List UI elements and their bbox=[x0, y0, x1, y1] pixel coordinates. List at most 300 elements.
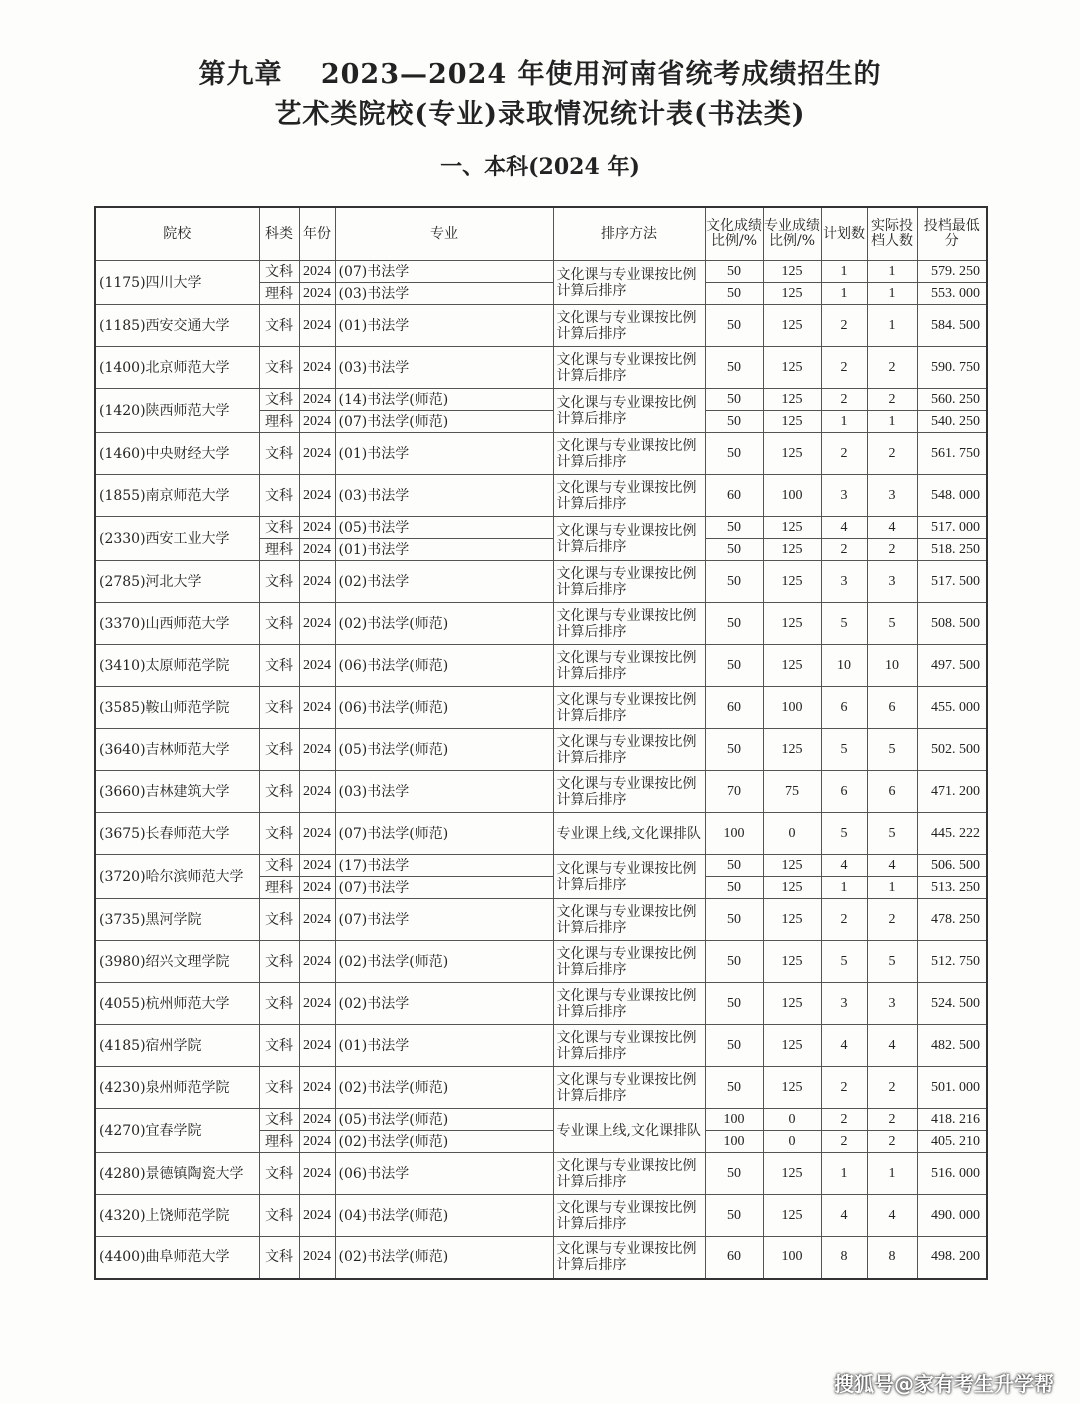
cell-school: (4185)宿州学院 bbox=[95, 1025, 259, 1067]
cell-actual: 4 bbox=[867, 1195, 917, 1237]
cell-culture-ratio: 50 bbox=[705, 645, 763, 687]
cell-plan: 5 bbox=[821, 813, 867, 855]
cell-year: 2024 bbox=[299, 389, 335, 411]
cell-year: 2024 bbox=[299, 645, 335, 687]
cell-plan: 6 bbox=[821, 771, 867, 813]
cell-major: (02)书法学 bbox=[335, 983, 553, 1025]
cell-year: 2024 bbox=[299, 771, 335, 813]
cell-min-score: 517. 000 bbox=[917, 517, 987, 539]
cell-prof-ratio: 125 bbox=[763, 539, 821, 561]
cell-min-score: 512. 750 bbox=[917, 941, 987, 983]
cell-plan: 1 bbox=[821, 261, 867, 283]
cell-major: (06)书法学 bbox=[335, 1153, 553, 1195]
cell-actual: 1 bbox=[867, 877, 917, 899]
header-plan: 计划数 bbox=[821, 207, 867, 261]
table-body bbox=[95, 261, 987, 1279]
cell-sort: 文化课与专业课按比例计算后排序 bbox=[553, 1025, 705, 1067]
cell-sort: 文化课与专业课按比例计算后排序 bbox=[553, 1237, 705, 1279]
cell-plan: 1 bbox=[821, 1153, 867, 1195]
cell-min-score: 540. 250 bbox=[917, 411, 987, 433]
cell-year: 2024 bbox=[299, 1195, 335, 1237]
cell-culture-ratio: 50 bbox=[705, 539, 763, 561]
cell-prof-ratio: 125 bbox=[763, 729, 821, 771]
cell-plan: 6 bbox=[821, 687, 867, 729]
cell-year: 2024 bbox=[299, 305, 335, 347]
cell-type: 文科 bbox=[259, 389, 299, 411]
cell-type: 文科 bbox=[259, 603, 299, 645]
cell-prof-ratio: 125 bbox=[763, 561, 821, 603]
cell-year: 2024 bbox=[299, 687, 335, 729]
cell-prof-ratio: 100 bbox=[763, 475, 821, 517]
cell-school: (2330)西安工业大学 bbox=[95, 517, 259, 561]
cell-culture-ratio: 100 bbox=[705, 1131, 763, 1153]
cell-type: 理科 bbox=[259, 1131, 299, 1153]
cell-type: 文科 bbox=[259, 1153, 299, 1195]
cell-plan: 2 bbox=[821, 1109, 867, 1131]
cell-school: (1855)南京师范大学 bbox=[95, 475, 259, 517]
cell-culture-ratio: 100 bbox=[705, 1109, 763, 1131]
cell-culture-ratio: 50 bbox=[705, 855, 763, 877]
cell-prof-ratio: 125 bbox=[763, 1067, 821, 1109]
table-row bbox=[95, 347, 987, 389]
cell-min-score: 561. 750 bbox=[917, 433, 987, 475]
cell-actual: 2 bbox=[867, 389, 917, 411]
cell-sort: 文化课与专业课按比例计算后排序 bbox=[553, 941, 705, 983]
cell-actual: 4 bbox=[867, 517, 917, 539]
cell-year: 2024 bbox=[299, 1067, 335, 1109]
cell-sort: 文化课与专业课按比例计算后排序 bbox=[553, 899, 705, 941]
cell-type: 文科 bbox=[259, 1025, 299, 1067]
cell-sort: 文化课与专业课按比例计算后排序 bbox=[553, 561, 705, 603]
cell-actual: 2 bbox=[867, 1131, 917, 1153]
cell-plan: 1 bbox=[821, 877, 867, 899]
cell-major: (01)书法学 bbox=[335, 539, 553, 561]
cell-actual: 5 bbox=[867, 941, 917, 983]
cell-culture-ratio: 60 bbox=[705, 1237, 763, 1279]
table-row bbox=[95, 1067, 987, 1109]
cell-min-score: 516. 000 bbox=[917, 1153, 987, 1195]
cell-major: (02)书法学(师范) bbox=[335, 603, 553, 645]
table-row bbox=[95, 1153, 987, 1195]
cell-prof-ratio: 125 bbox=[763, 1195, 821, 1237]
cell-major: (03)书法学 bbox=[335, 771, 553, 813]
cell-actual: 1 bbox=[867, 283, 917, 305]
cell-plan: 3 bbox=[821, 475, 867, 517]
cell-actual: 2 bbox=[867, 539, 917, 561]
cell-prof-ratio: 125 bbox=[763, 855, 821, 877]
cell-actual: 5 bbox=[867, 603, 917, 645]
cell-prof-ratio: 125 bbox=[763, 261, 821, 283]
cell-prof-ratio: 125 bbox=[763, 603, 821, 645]
cell-culture-ratio: 50 bbox=[705, 1153, 763, 1195]
cell-plan: 2 bbox=[821, 899, 867, 941]
cell-plan: 2 bbox=[821, 1067, 867, 1109]
cell-year: 2024 bbox=[299, 561, 335, 603]
header-prof-ratio: 专业成绩比例/% bbox=[763, 207, 821, 261]
cell-school: (3675)长春师范大学 bbox=[95, 813, 259, 855]
cell-type: 文科 bbox=[259, 1195, 299, 1237]
cell-sort: 文化课与专业课按比例计算后排序 bbox=[553, 517, 705, 561]
cell-culture-ratio: 50 bbox=[705, 433, 763, 475]
cell-min-score: 506. 500 bbox=[917, 855, 987, 877]
cell-plan: 2 bbox=[821, 1131, 867, 1153]
cell-type: 文科 bbox=[259, 645, 299, 687]
cell-min-score: 471. 200 bbox=[917, 771, 987, 813]
cell-sort: 文化课与专业课按比例计算后排序 bbox=[553, 475, 705, 517]
table-row bbox=[95, 305, 987, 347]
cell-major: (01)书法学 bbox=[335, 1025, 553, 1067]
cell-plan: 4 bbox=[821, 855, 867, 877]
table-row bbox=[95, 389, 987, 411]
cell-year: 2024 bbox=[299, 983, 335, 1025]
table-row bbox=[95, 561, 987, 603]
cell-min-score: 590. 750 bbox=[917, 347, 987, 389]
cell-major: (06)书法学(师范) bbox=[335, 645, 553, 687]
cell-actual: 2 bbox=[867, 347, 917, 389]
cell-school: (3735)黑河学院 bbox=[95, 899, 259, 941]
cell-school: (4055)杭州师范大学 bbox=[95, 983, 259, 1025]
cell-type: 文科 bbox=[259, 855, 299, 877]
header-school: 院校 bbox=[95, 207, 259, 261]
cell-actual: 2 bbox=[867, 1067, 917, 1109]
cell-prof-ratio: 125 bbox=[763, 347, 821, 389]
cell-prof-ratio: 125 bbox=[763, 517, 821, 539]
cell-year: 2024 bbox=[299, 283, 335, 305]
cell-type: 理科 bbox=[259, 877, 299, 899]
cell-prof-ratio: 125 bbox=[763, 283, 821, 305]
cell-sort: 文化课与专业课按比例计算后排序 bbox=[553, 1153, 705, 1195]
cell-prof-ratio: 125 bbox=[763, 1025, 821, 1067]
cell-prof-ratio: 125 bbox=[763, 877, 821, 899]
cell-plan: 4 bbox=[821, 1195, 867, 1237]
cell-culture-ratio: 100 bbox=[705, 813, 763, 855]
cell-prof-ratio: 0 bbox=[763, 1131, 821, 1153]
cell-major: (02)书法学(师范) bbox=[335, 1067, 553, 1109]
cell-major: (02)书法学(师范) bbox=[335, 941, 553, 983]
cell-year: 2024 bbox=[299, 1109, 335, 1131]
header-min-score: 投档最低分 bbox=[917, 207, 987, 261]
cell-school: (3980)绍兴文理学院 bbox=[95, 941, 259, 983]
cell-plan: 4 bbox=[821, 517, 867, 539]
cell-culture-ratio: 50 bbox=[705, 517, 763, 539]
cell-type: 文科 bbox=[259, 347, 299, 389]
cell-year: 2024 bbox=[299, 877, 335, 899]
table-row bbox=[95, 433, 987, 475]
cell-min-score: 497. 500 bbox=[917, 645, 987, 687]
cell-culture-ratio: 60 bbox=[705, 475, 763, 517]
cell-school: (4400)曲阜师范大学 bbox=[95, 1237, 259, 1279]
cell-major: (07)书法学 bbox=[335, 899, 553, 941]
cell-major: (07)书法学 bbox=[335, 261, 553, 283]
cell-school: (2785)河北大学 bbox=[95, 561, 259, 603]
cell-sort: 文化课与专业课按比例计算后排序 bbox=[553, 261, 705, 305]
table-row bbox=[95, 261, 987, 283]
cell-major: (01)书法学 bbox=[335, 305, 553, 347]
cell-culture-ratio: 70 bbox=[705, 771, 763, 813]
table-row bbox=[95, 475, 987, 517]
cell-type: 理科 bbox=[259, 411, 299, 433]
cell-plan: 5 bbox=[821, 941, 867, 983]
table-row bbox=[95, 517, 987, 539]
cell-plan: 5 bbox=[821, 729, 867, 771]
cell-actual: 1 bbox=[867, 261, 917, 283]
header-year: 年份 bbox=[299, 207, 335, 261]
cell-culture-ratio: 50 bbox=[705, 877, 763, 899]
cell-type: 文科 bbox=[259, 433, 299, 475]
table-row bbox=[95, 855, 987, 877]
cell-type: 文科 bbox=[259, 517, 299, 539]
cell-sort: 文化课与专业课按比例计算后排序 bbox=[553, 687, 705, 729]
cell-culture-ratio: 50 bbox=[705, 389, 763, 411]
cell-year: 2024 bbox=[299, 855, 335, 877]
cell-min-score: 584. 500 bbox=[917, 305, 987, 347]
cell-school: (3370)山西师范大学 bbox=[95, 603, 259, 645]
table-row bbox=[95, 1025, 987, 1067]
cell-culture-ratio: 50 bbox=[705, 1025, 763, 1067]
cell-major: (03)书法学 bbox=[335, 347, 553, 389]
cell-year: 2024 bbox=[299, 603, 335, 645]
cell-plan: 3 bbox=[821, 983, 867, 1025]
cell-culture-ratio: 50 bbox=[705, 561, 763, 603]
cell-sort: 文化课与专业课按比例计算后排序 bbox=[553, 771, 705, 813]
cell-type: 文科 bbox=[259, 1067, 299, 1109]
cell-plan: 2 bbox=[821, 539, 867, 561]
cell-school: (3720)哈尔滨师范大学 bbox=[95, 855, 259, 899]
cell-plan: 3 bbox=[821, 561, 867, 603]
cell-year: 2024 bbox=[299, 813, 335, 855]
cell-type: 文科 bbox=[259, 941, 299, 983]
cell-prof-ratio: 100 bbox=[763, 687, 821, 729]
cell-sort: 专业课上线,文化课排队 bbox=[553, 1109, 705, 1153]
cell-sort: 文化课与专业课按比例计算后排序 bbox=[553, 305, 705, 347]
table-row bbox=[95, 983, 987, 1025]
cell-min-score: 418. 216 bbox=[917, 1109, 987, 1131]
cell-prof-ratio: 0 bbox=[763, 813, 821, 855]
cell-culture-ratio: 50 bbox=[705, 347, 763, 389]
watermark-text: 搜狐号@家有考生升学帮 bbox=[834, 1372, 1054, 1396]
cell-min-score: 498. 200 bbox=[917, 1237, 987, 1279]
cell-sort: 文化课与专业课按比例计算后排序 bbox=[553, 603, 705, 645]
cell-sort: 文化课与专业课按比例计算后排序 bbox=[553, 983, 705, 1025]
table-row bbox=[95, 813, 987, 855]
cell-major: (02)书法学(师范) bbox=[335, 1131, 553, 1153]
cell-actual: 4 bbox=[867, 855, 917, 877]
header-sort: 排序方法 bbox=[553, 207, 705, 261]
cell-min-score: 513. 250 bbox=[917, 877, 987, 899]
header-culture-ratio: 文化成绩比例/% bbox=[705, 207, 763, 261]
cell-min-score: 560. 250 bbox=[917, 389, 987, 411]
table-row bbox=[95, 771, 987, 813]
cell-year: 2024 bbox=[299, 261, 335, 283]
cell-year: 2024 bbox=[299, 411, 335, 433]
cell-culture-ratio: 50 bbox=[705, 899, 763, 941]
header-major: 专业 bbox=[335, 207, 553, 261]
cell-major: (17)书法学 bbox=[335, 855, 553, 877]
cell-year: 2024 bbox=[299, 1131, 335, 1153]
table-title: 艺术类院校(专业)录取情况统计表(书法类) bbox=[274, 99, 806, 130]
cell-prof-ratio: 0 bbox=[763, 1109, 821, 1131]
cell-plan: 10 bbox=[821, 645, 867, 687]
section-subtitle: 一、本科(2024 年) bbox=[440, 154, 640, 180]
table-row bbox=[95, 1237, 987, 1279]
cell-school: (1420)陕西师范大学 bbox=[95, 389, 259, 433]
cell-year: 2024 bbox=[299, 433, 335, 475]
cell-actual: 1 bbox=[867, 1153, 917, 1195]
admission-table bbox=[94, 206, 988, 1280]
cell-min-score: 579. 250 bbox=[917, 261, 987, 283]
cell-type: 文科 bbox=[259, 1109, 299, 1131]
cell-culture-ratio: 50 bbox=[705, 1067, 763, 1109]
chapter-title: 第九章 2023—2024 年使用河南省统考成绩招生的 bbox=[198, 59, 882, 90]
cell-prof-ratio: 75 bbox=[763, 771, 821, 813]
cell-sort: 文化课与专业课按比例计算后排序 bbox=[553, 389, 705, 433]
cell-school: (3660)吉林建筑大学 bbox=[95, 771, 259, 813]
table-row bbox=[95, 645, 987, 687]
cell-type: 文科 bbox=[259, 561, 299, 603]
cell-year: 2024 bbox=[299, 1237, 335, 1279]
cell-culture-ratio: 50 bbox=[705, 1195, 763, 1237]
cell-year: 2024 bbox=[299, 539, 335, 561]
cell-min-score: 548. 000 bbox=[917, 475, 987, 517]
cell-school: (4230)泉州师范学院 bbox=[95, 1067, 259, 1109]
cell-sort: 文化课与专业课按比例计算后排序 bbox=[553, 1067, 705, 1109]
cell-min-score: 490. 000 bbox=[917, 1195, 987, 1237]
cell-plan: 5 bbox=[821, 603, 867, 645]
cell-school: (3410)太原师范学院 bbox=[95, 645, 259, 687]
cell-type: 文科 bbox=[259, 729, 299, 771]
cell-major: (07)书法学(师范) bbox=[335, 411, 553, 433]
cell-school: (4270)宜春学院 bbox=[95, 1109, 259, 1153]
cell-major: (06)书法学(师范) bbox=[335, 687, 553, 729]
cell-culture-ratio: 50 bbox=[705, 305, 763, 347]
cell-year: 2024 bbox=[299, 1025, 335, 1067]
cell-prof-ratio: 125 bbox=[763, 899, 821, 941]
cell-sort: 专业课上线,文化课排队 bbox=[553, 813, 705, 855]
cell-plan: 2 bbox=[821, 305, 867, 347]
cell-culture-ratio: 50 bbox=[705, 603, 763, 645]
cell-actual: 3 bbox=[867, 983, 917, 1025]
cell-major: (05)书法学(师范) bbox=[335, 729, 553, 771]
cell-actual: 1 bbox=[867, 411, 917, 433]
cell-sort: 文化课与专业课按比例计算后排序 bbox=[553, 729, 705, 771]
cell-min-score: 455. 000 bbox=[917, 687, 987, 729]
cell-actual: 2 bbox=[867, 433, 917, 475]
cell-actual: 3 bbox=[867, 475, 917, 517]
cell-plan: 2 bbox=[821, 433, 867, 475]
cell-min-score: 501. 000 bbox=[917, 1067, 987, 1109]
cell-school: (1175)四川大学 bbox=[95, 261, 259, 305]
cell-major: (07)书法学 bbox=[335, 877, 553, 899]
cell-major: (04)书法学(师范) bbox=[335, 1195, 553, 1237]
cell-culture-ratio: 50 bbox=[705, 411, 763, 433]
cell-year: 2024 bbox=[299, 347, 335, 389]
table-row bbox=[95, 1195, 987, 1237]
cell-sort: 文化课与专业课按比例计算后排序 bbox=[553, 433, 705, 475]
cell-year: 2024 bbox=[299, 517, 335, 539]
cell-actual: 2 bbox=[867, 1109, 917, 1131]
cell-type: 文科 bbox=[259, 813, 299, 855]
cell-min-score: 524. 500 bbox=[917, 983, 987, 1025]
cell-min-score: 445. 222 bbox=[917, 813, 987, 855]
cell-year: 2024 bbox=[299, 475, 335, 517]
cell-year: 2024 bbox=[299, 941, 335, 983]
cell-actual: 10 bbox=[867, 645, 917, 687]
cell-actual: 6 bbox=[867, 687, 917, 729]
cell-actual: 5 bbox=[867, 813, 917, 855]
cell-type: 文科 bbox=[259, 899, 299, 941]
cell-prof-ratio: 125 bbox=[763, 941, 821, 983]
cell-min-score: 553. 000 bbox=[917, 283, 987, 305]
cell-min-score: 502. 500 bbox=[917, 729, 987, 771]
cell-prof-ratio: 125 bbox=[763, 305, 821, 347]
cell-year: 2024 bbox=[299, 729, 335, 771]
cell-plan: 2 bbox=[821, 347, 867, 389]
cell-culture-ratio: 50 bbox=[705, 283, 763, 305]
cell-prof-ratio: 125 bbox=[763, 1153, 821, 1195]
table-row bbox=[95, 729, 987, 771]
cell-actual: 2 bbox=[867, 899, 917, 941]
cell-prof-ratio: 125 bbox=[763, 433, 821, 475]
cell-major: (05)书法学(师范) bbox=[335, 1109, 553, 1131]
table-row bbox=[95, 603, 987, 645]
cell-school: (1460)中央财经大学 bbox=[95, 433, 259, 475]
cell-min-score: 478. 250 bbox=[917, 899, 987, 941]
cell-sort: 文化课与专业课按比例计算后排序 bbox=[553, 855, 705, 899]
cell-culture-ratio: 50 bbox=[705, 983, 763, 1025]
cell-prof-ratio: 125 bbox=[763, 645, 821, 687]
cell-min-score: 482. 500 bbox=[917, 1025, 987, 1067]
cell-min-score: 517. 500 bbox=[917, 561, 987, 603]
cell-sort: 文化课与专业课按比例计算后排序 bbox=[553, 347, 705, 389]
cell-major: (01)书法学 bbox=[335, 433, 553, 475]
table-row bbox=[95, 941, 987, 983]
table-row bbox=[95, 1109, 987, 1131]
cell-major: (03)书法学 bbox=[335, 283, 553, 305]
cell-culture-ratio: 50 bbox=[705, 729, 763, 771]
cell-type: 理科 bbox=[259, 539, 299, 561]
table-header-row bbox=[95, 207, 987, 261]
cell-plan: 2 bbox=[821, 389, 867, 411]
cell-prof-ratio: 100 bbox=[763, 1237, 821, 1279]
cell-culture-ratio: 50 bbox=[705, 261, 763, 283]
cell-type: 文科 bbox=[259, 771, 299, 813]
cell-min-score: 508. 500 bbox=[917, 603, 987, 645]
cell-prof-ratio: 125 bbox=[763, 389, 821, 411]
cell-actual: 5 bbox=[867, 729, 917, 771]
table-row bbox=[95, 899, 987, 941]
cell-school: (4280)景德镇陶瓷大学 bbox=[95, 1153, 259, 1195]
cell-actual: 6 bbox=[867, 771, 917, 813]
cell-type: 文科 bbox=[259, 687, 299, 729]
cell-school: (3640)吉林师范大学 bbox=[95, 729, 259, 771]
cell-major: (14)书法学(师范) bbox=[335, 389, 553, 411]
cell-school: (1185)西安交通大学 bbox=[95, 305, 259, 347]
cell-major: (02)书法学(师范) bbox=[335, 1237, 553, 1279]
cell-school: (3585)鞍山师范学院 bbox=[95, 687, 259, 729]
cell-type: 文科 bbox=[259, 261, 299, 283]
cell-actual: 4 bbox=[867, 1025, 917, 1067]
cell-prof-ratio: 125 bbox=[763, 983, 821, 1025]
cell-actual: 8 bbox=[867, 1237, 917, 1279]
cell-major: (03)书法学 bbox=[335, 475, 553, 517]
cell-type: 文科 bbox=[259, 1237, 299, 1279]
cell-major: (07)书法学(师范) bbox=[335, 813, 553, 855]
cell-type: 文科 bbox=[259, 305, 299, 347]
cell-year: 2024 bbox=[299, 899, 335, 941]
cell-min-score: 518. 250 bbox=[917, 539, 987, 561]
cell-sort: 文化课与专业课按比例计算后排序 bbox=[553, 1195, 705, 1237]
cell-major: (02)书法学 bbox=[335, 561, 553, 603]
